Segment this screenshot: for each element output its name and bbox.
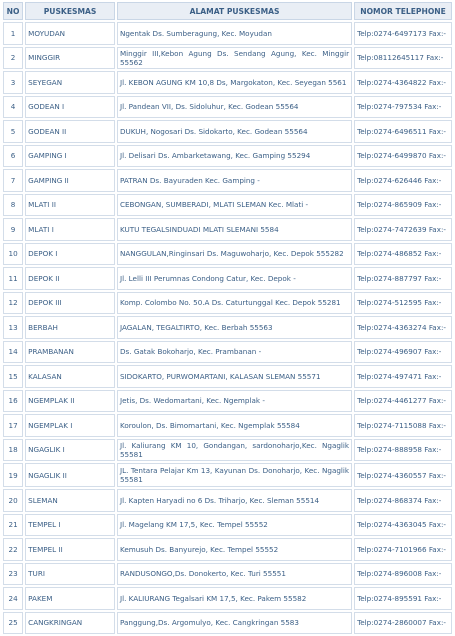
cell-no: 19: [3, 463, 23, 487]
cell-no: 22: [3, 538, 23, 561]
table-body: [3, 22, 452, 634]
cell-address: Jl. Magelang KM 17,5, Kec. Tempel 55552: [117, 514, 352, 537]
cell-puskesmas: DEPOK I: [25, 243, 115, 266]
cell-no: 17: [3, 414, 23, 437]
cell-address: Jetis, Ds. Wedomartani, Kec. Ngemplak -: [117, 390, 352, 413]
cell-no: 8: [3, 194, 23, 217]
table-row: [3, 292, 452, 315]
table-row: [3, 414, 452, 437]
cell-puskesmas: NGEMPLAK II: [25, 390, 115, 413]
cell-puskesmas: DEPOK III: [25, 292, 115, 315]
cell-address: Kemusuh Ds. Banyurejo, Kec. Tempel 55552: [117, 538, 352, 561]
cell-phone: Telp:0274-4360557 Fax:-: [354, 463, 452, 487]
table-row: [3, 463, 452, 487]
cell-address: Jl. Kaliurang KM 10, Gondangan, sardonoharjo,Kec. Ngaglik 55581: [117, 439, 352, 462]
cell-no: 6: [3, 145, 23, 168]
cell-address: RANDUSONGO,Ds. Donokerto, Kec. Turi 55551: [117, 563, 352, 586]
cell-phone: Telp:0274-895591 Fax:-: [354, 587, 452, 610]
cell-puskesmas: MLATI II: [25, 194, 115, 217]
cell-puskesmas: TURI: [25, 563, 115, 586]
cell-address: SIDOKARTO, PURWOMARTANI, KALASAN SLEMAN 55571: [117, 365, 352, 388]
cell-phone: Telp:0274-896008 Fax:-: [354, 563, 452, 586]
cell-address: KUTU TEGALSINDUADI MLATI SLEMANI 5584: [117, 218, 352, 241]
cell-no: 25: [3, 612, 23, 635]
table-row: [3, 316, 452, 339]
cell-phone: Telp:0274-497471 Fax:-: [354, 365, 452, 388]
table-row: [3, 341, 452, 364]
cell-puskesmas: KALASAN: [25, 365, 115, 388]
cell-no: 21: [3, 514, 23, 537]
cell-phone: Telp:0274-868374 Fax:-: [354, 489, 452, 512]
table-row: [3, 47, 452, 70]
cell-phone: Telp:0274-797534 Fax:-: [354, 96, 452, 119]
cell-puskesmas: MINGGIR: [25, 47, 115, 70]
cell-puskesmas: MOYUDAN: [25, 22, 115, 45]
table-header-row: [3, 2, 452, 20]
cell-phone: Telp:08112645117 Fax:-: [354, 47, 452, 70]
cell-phone: Telp:0274-2860007 Fax:-: [354, 612, 452, 635]
table-row: [3, 96, 452, 119]
cell-no: 3: [3, 71, 23, 94]
cell-phone: Telp:0274-888958 Fax:-: [354, 439, 452, 462]
cell-phone: Telp:0274-496907 Fax:-: [354, 341, 452, 364]
cell-puskesmas: GAMPING I: [25, 145, 115, 168]
cell-puskesmas: PAKEM: [25, 587, 115, 610]
table-row: [3, 194, 452, 217]
cell-address: Panggung,Ds. Argomulyo, Kec. Cangkringan 5583: [117, 612, 352, 635]
cell-no: 14: [3, 341, 23, 364]
cell-address: CEBONGAN, SUMBERADI, MLATI SLEMAN Kec. Mlati -: [117, 194, 352, 217]
cell-puskesmas: TEMPEL II: [25, 538, 115, 561]
cell-address: JAGALAN, TEGALTIRTO, Kec. Berbah 55563: [117, 316, 352, 339]
cell-phone: Telp:0274-7101966 Fax:-: [354, 538, 452, 561]
table-row: [3, 390, 452, 413]
cell-phone: Telp:0274-4363045 Fax:-: [354, 514, 452, 537]
header-alamat: ALAMAT PUSKESMAS: [117, 2, 352, 20]
cell-phone: Telp:0274-486852 Fax:-: [354, 243, 452, 266]
header-no: NO: [3, 2, 23, 20]
table-row: [3, 587, 452, 610]
cell-address: Koroulon, Ds. Bimomartani, Kec. Ngemplak 55584: [117, 414, 352, 437]
cell-phone: Telp:0274-4364822 Fax:-: [354, 71, 452, 94]
cell-address: Ds. Gatak Bokoharjo, Kec. Prambanan -: [117, 341, 352, 364]
table-row: [3, 267, 452, 290]
table-row: [3, 71, 452, 94]
cell-phone: Telp:0274-7115088 Fax:-: [354, 414, 452, 437]
cell-no: 4: [3, 96, 23, 119]
cell-address: NANGGULAN,Ringinsari Ds. Maguwoharjo, Kec. Depok 555282: [117, 243, 352, 266]
cell-no: 13: [3, 316, 23, 339]
cell-phone: Telp:0274-4461277 Fax:-: [354, 390, 452, 413]
cell-phone: Telp:0274-7472639 Fax:-: [354, 218, 452, 241]
cell-no: 5: [3, 120, 23, 143]
table-row: [3, 365, 452, 388]
puskesmas-table: [1, 0, 454, 636]
cell-phone: Telp:0274-887797 Fax:-: [354, 267, 452, 290]
table-row: [3, 439, 452, 462]
cell-phone: Telp:0274-4363274 Fax:-: [354, 316, 452, 339]
cell-puskesmas: SLEMAN: [25, 489, 115, 512]
table-row: [3, 22, 452, 45]
cell-no: 7: [3, 169, 23, 192]
cell-puskesmas: NGAGLIK I: [25, 439, 115, 462]
cell-puskesmas: PRAMBANAN: [25, 341, 115, 364]
cell-address: Jl. Pandean VII, Ds. Sidoluhur, Kec. Godean 55564: [117, 96, 352, 119]
cell-puskesmas: SEYEGAN: [25, 71, 115, 94]
table-row: [3, 563, 452, 586]
cell-phone: Telp:0274-6499870 Fax:-: [354, 145, 452, 168]
table-row: [3, 489, 452, 512]
cell-puskesmas: GODEAN I: [25, 96, 115, 119]
cell-address: Minggir III,Kebon Agung Ds. Sendang Agung, Kec. Minggir 55562: [117, 47, 352, 70]
cell-no: 9: [3, 218, 23, 241]
cell-puskesmas: NGAGLIK II: [25, 463, 115, 487]
cell-puskesmas: CANGKRINGAN: [25, 612, 115, 635]
cell-no: 1: [3, 22, 23, 45]
cell-no: 15: [3, 365, 23, 388]
header-puskesmas: PUSKESMAS: [25, 2, 115, 20]
table-row: [3, 145, 452, 168]
cell-address: Jl. Lelli III Perumnas Condong Catur, Kec. Depok -: [117, 267, 352, 290]
table-row: [3, 169, 452, 192]
table-row: [3, 243, 452, 266]
cell-puskesmas: GODEAN II: [25, 120, 115, 143]
cell-address: Komp. Colombo No. 50.A Ds. Caturtunggal Kec. Depok 55281: [117, 292, 352, 315]
table-row: [3, 120, 452, 143]
cell-phone: Telp:0274-626446 Fax:-: [354, 169, 452, 192]
cell-no: 23: [3, 563, 23, 586]
cell-phone: Telp:0274-6496511 Fax:-: [354, 120, 452, 143]
table-row: [3, 612, 452, 635]
cell-no: 24: [3, 587, 23, 610]
cell-puskesmas: TEMPEL I: [25, 514, 115, 537]
cell-address: Jl. Delisari Ds. Ambarketawang, Kec. Gamping 55294: [117, 145, 352, 168]
cell-address: PATRAN Ds. Bayuraden Kec. Gamping -: [117, 169, 352, 192]
cell-puskesmas: DEPOK II: [25, 267, 115, 290]
cell-puskesmas: NGEMPLAK I: [25, 414, 115, 437]
cell-no: 16: [3, 390, 23, 413]
cell-no: 11: [3, 267, 23, 290]
cell-address: Jl. KEBON AGUNG KM 10,8 Ds, Margokaton, Kec. Seyegan 5561: [117, 71, 352, 94]
cell-phone: Telp:0274-865909 Fax:-: [354, 194, 452, 217]
table-row: [3, 514, 452, 537]
cell-no: 20: [3, 489, 23, 512]
cell-address: Ngentak Ds. Sumberagung, Kec. Moyudan: [117, 22, 352, 45]
cell-address: DUKUH, Nogosari Ds. Sidokarto, Kec. Godean 55564: [117, 120, 352, 143]
cell-no: 18: [3, 439, 23, 462]
cell-phone: Telp:0274-512595 Fax:-: [354, 292, 452, 315]
table-row: [3, 218, 452, 241]
cell-address: JL. Tentara Pelajar Km 13, Kayunan Ds. Donoharjo, Kec. Ngaglik 55581: [117, 463, 352, 487]
cell-no: 10: [3, 243, 23, 266]
cell-no: 2: [3, 47, 23, 70]
table-row: [3, 538, 452, 561]
header-telephone: NOMOR TELEPHONE: [354, 2, 452, 20]
cell-no: 12: [3, 292, 23, 315]
cell-address: Jl. KALIURANG Tegalsari KM 17,5, Kec. Pakem 55582: [117, 587, 352, 610]
cell-puskesmas: MLATI I: [25, 218, 115, 241]
cell-puskesmas: BERBAH: [25, 316, 115, 339]
cell-address: Jl. Kapten Haryadi no 6 Ds. Triharjo, Kec. Sleman 55514: [117, 489, 352, 512]
cell-puskesmas: GAMPING II: [25, 169, 115, 192]
cell-phone: Telp:0274-6497173 Fax:-: [354, 22, 452, 45]
